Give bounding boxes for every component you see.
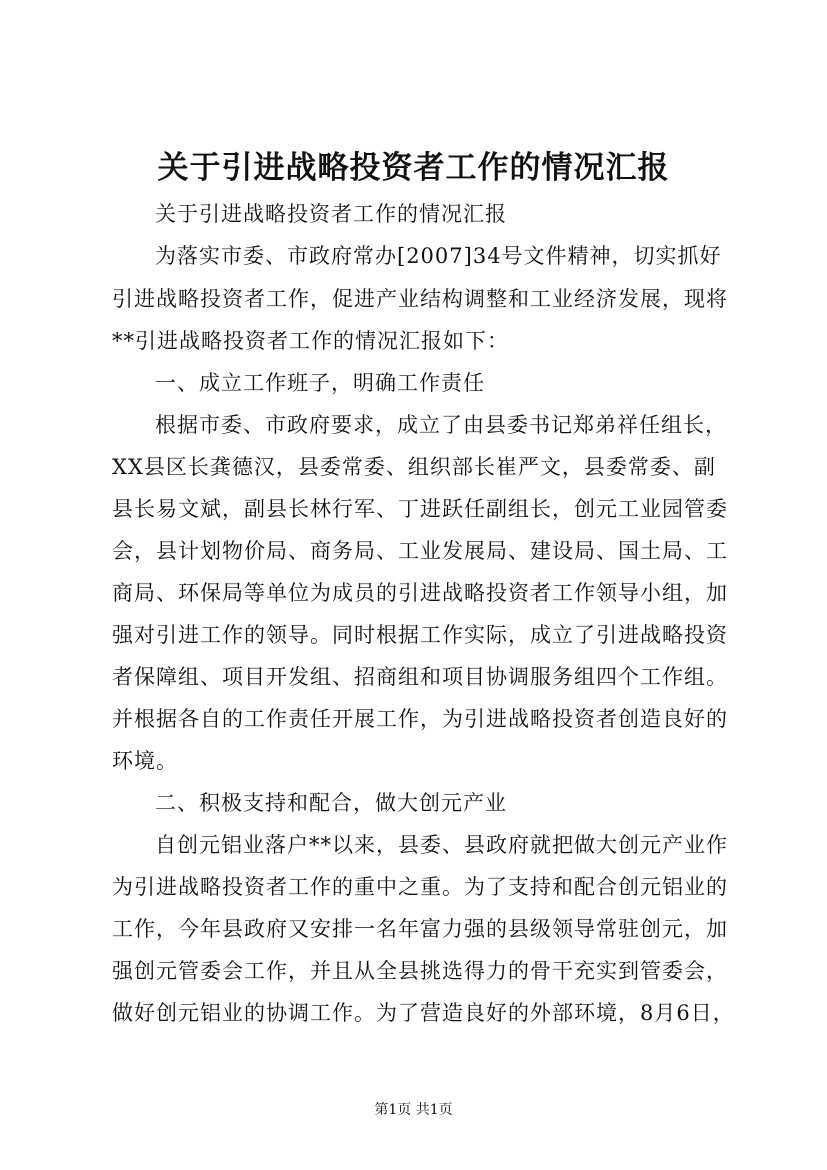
body-line: 强对引进工作的领导。同时根据工作实际，成立了引进战略投资 — [112, 623, 728, 647]
body-line: 根据市委、市政府要求，成立了由县委书记郑弟祥任组长， — [155, 413, 727, 437]
section-heading: 二、积极支持和配合，做大创元产业 — [155, 791, 507, 815]
subtitle-line: 关于引进战略投资者工作的情况汇报 — [155, 202, 507, 226]
body-line: 县长易文斌，副县长林行军、丁进跃任副组长，创元工业园管委 — [112, 497, 728, 521]
body-line: 引进战略投资者工作，促进产业结构调整和工业经济发展，现将 — [112, 287, 728, 311]
section-heading: 一、成立工作班子，明确工作责任 — [155, 371, 485, 395]
body-line: XX县区长龚德汉，县委常委、组织部长崔严文，县委常委、副 — [112, 455, 716, 479]
body-line: 环境。 — [112, 749, 178, 773]
body-line: 者保障组、项目开发组、招商组和项目协调服务组四个工作组。 — [112, 665, 728, 689]
body-line: **引进战略投资者工作的情况汇报如下： — [112, 329, 509, 353]
body-line: 商局、环保局等单位为成员的引进战略投资者工作领导小组，加 — [112, 581, 728, 605]
body-line: 并根据各自的工作责任开展工作，为引进战略投资者创造良好的 — [112, 707, 728, 731]
body-line: 做好创元铝业的协调工作。为了营造良好的外部环境，8月6日， — [112, 1001, 735, 1025]
page-footer: 第1页 共1页 — [374, 1102, 453, 1118]
body-line: 工作，今年县政府又安排一名年富力强的县级领导常驻创元，加 — [112, 917, 728, 941]
document-title: 关于引进战略投资者工作的情况汇报 — [157, 150, 670, 186]
body-line: 为引进战略投资者工作的重中之重。为了支持和配合创元铝业的 — [112, 875, 728, 899]
body-line: 为落实市委、市政府常办[2007]34号文件精神，切实抓好 — [155, 244, 722, 268]
body-line: 会，县计划物价局、商务局、工业发展局、建设局、国土局、工 — [112, 539, 728, 563]
body-line: 自创元铝业落户**以来，县委、县政府就把做大创元产业作 — [155, 833, 728, 857]
body-line: 强创元管委会工作，并且从全县挑选得力的骨干充实到管委会， — [112, 959, 728, 983]
